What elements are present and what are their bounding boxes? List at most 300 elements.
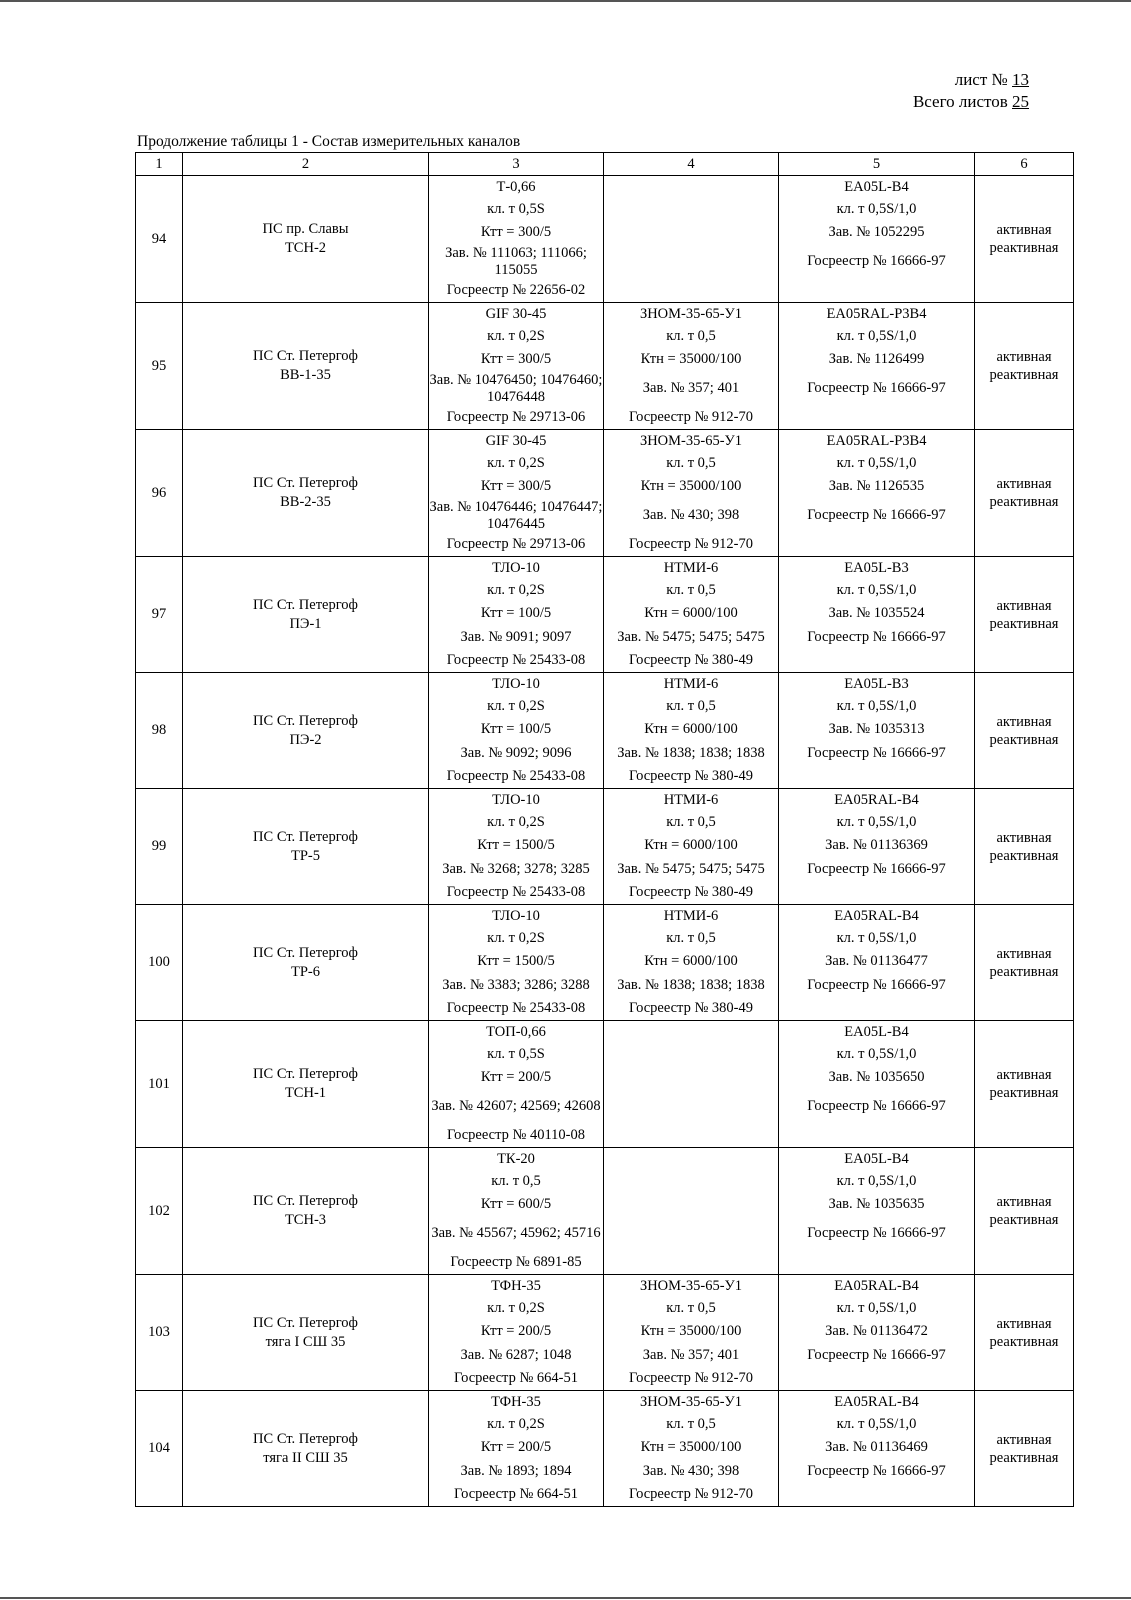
energy-type-cell [975, 1275, 1074, 1391]
vt-line: Ктн = 35000/100 [640, 1322, 742, 1339]
meter-cell [779, 557, 975, 673]
vt-line: НТМИ-6 [663, 675, 719, 692]
meter-line: EA05RAL-P3B4 [826, 432, 927, 449]
object-name-line: ТР-5 [291, 847, 320, 864]
vt-line: кл. т 0,5 [666, 1416, 716, 1433]
ct-line: Ктт = 300/5 [480, 477, 552, 494]
energy-type-line: активная [996, 829, 1052, 846]
meter-cell [779, 905, 975, 1021]
ct-line: Зав. № 1893; 1894 [460, 1462, 572, 1479]
object-name-line: ВВ-1-35 [280, 367, 331, 383]
meter-line: Зав. № 1035650 [828, 1068, 925, 1085]
meter-line: EA05RAL-B4 [834, 1393, 919, 1410]
meter-line: кл. т 0,5S/1,0 [836, 1173, 917, 1190]
ct-line: Ктт = 300/5 [480, 223, 552, 240]
energy-type-line: реактивная [989, 1333, 1059, 1350]
channel-number: 95 [136, 303, 183, 430]
voltage-transformer-cell [604, 1021, 779, 1148]
energy-type-line: активная [996, 597, 1052, 614]
energy-type-line: реактивная [989, 847, 1059, 864]
energy-type-line: реактивная [989, 1085, 1059, 1101]
object-name-line: ПС Ст. Петергоф [253, 1066, 358, 1082]
channel-number: 102 [136, 1148, 183, 1275]
ct-line: Ктт = 600/5 [480, 1195, 552, 1212]
vt-line: кл. т 0,5 [666, 455, 716, 472]
total-sheets-label: Всего листов [912, 92, 1008, 111]
object-name-cell [183, 176, 429, 303]
meter-line: Зав. № 01136472 [825, 1322, 928, 1339]
object-name-cell [183, 557, 429, 673]
vt-line [604, 1193, 778, 1216]
vt-line: кл. т 0,5 [666, 1300, 716, 1317]
vt-line: кл. т 0,5 [666, 582, 716, 599]
meter-line: Зав. № 1126499 [828, 350, 925, 367]
column-header: 2 [183, 153, 429, 176]
sheet-info [913, 69, 1029, 113]
vt-line: Зав. № 357; 401 [642, 380, 740, 396]
object-name-cell [183, 430, 429, 557]
meter-line: EA05RAL-B4 [834, 791, 919, 808]
ct-line: ТК-20 [497, 1150, 535, 1167]
ct-line: Ктт = 200/5 [480, 1322, 552, 1339]
meter-line: кл. т 0,5S/1,0 [836, 1416, 917, 1433]
ct-line: Госреестр № 25433-08 [446, 652, 586, 669]
ct-line: кл. т 0,2S [487, 455, 545, 472]
measurement-channels-table [135, 152, 1074, 1507]
ct-line: Т-0,66 [496, 178, 536, 195]
object-name-line: ПЭ-2 [289, 731, 322, 748]
current-transformer-cell [429, 557, 604, 673]
vt-line: Госреестр № 912-70 [628, 536, 753, 553]
object-name-line: ВВ-2-35 [280, 494, 331, 510]
meter-line: Зав. № 01136469 [825, 1438, 928, 1455]
vt-line: Зав. № 430; 398 [642, 507, 740, 523]
meter-line: Госреестр № 16666-97 [807, 1462, 946, 1479]
energy-type-cell [975, 430, 1074, 557]
meter-line: EA05L-B3 [844, 675, 909, 692]
meter-cell [779, 1391, 975, 1507]
energy-type-line: реактивная [989, 963, 1059, 980]
vt-line: Зав. № 5475; 5475; 5475 [617, 628, 765, 645]
meter-line: Зав. № 1035313 [828, 720, 925, 737]
meter-line: Госреестр № 16666-97 [807, 1346, 946, 1363]
vt-line: ЗНОМ-35-65-У1 [639, 1277, 743, 1294]
table-row [136, 789, 1074, 905]
vt-line: Ктн = 6000/100 [644, 952, 738, 969]
current-transformer-cell [429, 430, 604, 557]
energy-type-line: реактивная [989, 1449, 1059, 1466]
vt-line: кл. т 0,5 [666, 930, 716, 947]
table-row [136, 303, 1074, 430]
meter-line: EA05L-B4 [844, 1023, 909, 1040]
vt-line [604, 280, 778, 303]
object-name-line: тяга II СШ 35 [263, 1449, 348, 1466]
voltage-transformer-cell [604, 557, 779, 673]
ct-line: кл. т 0,2S [487, 328, 545, 345]
vt-line: Госреестр № 380-49 [628, 884, 753, 901]
ct-line: ТФН-35 [491, 1277, 541, 1294]
column-header: 1 [136, 153, 183, 176]
object-name-cell [183, 905, 429, 1021]
object-name-cell [183, 1391, 429, 1507]
meter-line [779, 1368, 974, 1391]
channel-number: 97 [136, 557, 183, 673]
table-row [136, 1021, 1074, 1148]
ct-line: Зав. № 45567; 45962; 45716 [431, 1225, 601, 1241]
vt-line [604, 221, 778, 244]
object-name-cell [183, 1148, 429, 1275]
ct-line: Госреестр № 664-51 [453, 1370, 578, 1387]
meter-line: EA05L-B3 [844, 559, 909, 576]
vt-line: Ктн = 35000/100 [640, 1438, 742, 1455]
meter-line [779, 1252, 974, 1275]
meter-cell [779, 1275, 975, 1391]
object-name-line: ПС Ст. Петергоф [253, 475, 358, 491]
meter-line [779, 882, 974, 905]
object-name-line: ПС пр. Славы [262, 221, 349, 237]
column-header: 5 [779, 153, 975, 176]
ct-line: Зав. № 3268; 3278; 3285 [442, 860, 590, 877]
energy-type-line: реактивная [989, 367, 1059, 383]
vt-line: Госреестр № 380-49 [628, 1000, 753, 1017]
current-transformer-cell [429, 1391, 604, 1507]
table-row [136, 673, 1074, 789]
ct-line: Зав. № 6287; 1048 [460, 1346, 572, 1363]
energy-type-line: активная [996, 222, 1052, 238]
ct-line: Зав. № 42607; 42569; 42608 [431, 1098, 601, 1114]
ct-line: кл. т 0,2S [487, 1416, 545, 1433]
total-sheets-number: 25 [1012, 92, 1029, 111]
vt-line [604, 1171, 778, 1194]
current-transformer-cell [429, 303, 604, 430]
energy-type-cell [975, 789, 1074, 905]
vt-line: Ктн = 6000/100 [644, 604, 738, 621]
object-name-line: ПС Ст. Петергоф [253, 1193, 358, 1209]
object-name-line: ПС Ст. Петергоф [253, 1314, 358, 1331]
energy-type-cell [975, 303, 1074, 430]
column-header: 4 [604, 153, 779, 176]
ct-line: кл. т 0,2S [487, 582, 545, 599]
vt-line: Ктн = 35000/100 [640, 350, 742, 367]
ct-line: Ктт = 200/5 [480, 1068, 552, 1085]
meter-cell [779, 430, 975, 557]
vt-line: кл. т 0,5 [666, 814, 716, 831]
current-transformer-cell [429, 789, 604, 905]
channel-number: 101 [136, 1021, 183, 1148]
meter-line [779, 280, 974, 303]
energy-type-cell [975, 176, 1074, 303]
meter-line: Госреестр № 16666-97 [807, 976, 946, 993]
vt-line: Госреестр № 912-70 [628, 409, 753, 426]
object-name-line: ПС Ст. Петергоф [253, 712, 358, 729]
table-row [136, 430, 1074, 557]
voltage-transformer-cell [604, 1391, 779, 1507]
ct-line: Зав. № 9092; 9096 [460, 744, 572, 761]
scan-border-bottom [0, 1597, 1131, 1599]
meter-line: кл. т 0,5S/1,0 [836, 328, 917, 345]
current-transformer-cell [429, 176, 604, 303]
vt-line [604, 1252, 778, 1275]
ct-line: ТЛО-10 [492, 559, 540, 576]
meter-line [779, 766, 974, 789]
object-name-line: ПЭ-1 [289, 615, 322, 632]
ct-line: Ктт = 100/5 [480, 604, 552, 621]
vt-line [604, 176, 778, 199]
current-transformer-cell [429, 905, 604, 1021]
meter-line: Госреестр № 16666-97 [807, 628, 946, 645]
sheet-label: лист № [954, 70, 1008, 89]
vt-line: кл. т 0,5 [666, 698, 716, 715]
ct-line: Ктт = 1500/5 [477, 836, 555, 853]
vt-line [604, 1021, 778, 1044]
energy-type-line: активная [996, 1194, 1052, 1210]
table-caption: Продолжение таблицы 1 - Состав измерительных каналов [137, 133, 521, 150]
voltage-transformer-cell [604, 673, 779, 789]
energy-type-cell [975, 557, 1074, 673]
vt-line: Зав. № 1838; 1838; 1838 [617, 744, 765, 761]
meter-line: EA05RAL-B4 [834, 1277, 919, 1294]
current-transformer-cell [429, 1275, 604, 1391]
column-header: 3 [429, 153, 604, 176]
object-name-cell [183, 789, 429, 905]
ct-line: Ктт = 100/5 [480, 720, 552, 737]
ct-line: кл. т 0,2S [487, 1300, 545, 1317]
scan-border-top [0, 0, 1131, 2]
vt-line: НТМИ-6 [663, 907, 719, 924]
ct-line: Госреестр № 6891-85 [450, 1254, 582, 1271]
meter-cell [779, 673, 975, 789]
energy-type-line: активная [996, 945, 1052, 962]
sheet-number: 13 [1012, 70, 1029, 89]
ct-line: GIF 30-45 [485, 305, 547, 322]
vt-line [604, 1148, 778, 1171]
object-name-cell [183, 1275, 429, 1391]
meter-line [779, 1125, 974, 1148]
energy-type-cell [975, 905, 1074, 1021]
meter-line [779, 998, 974, 1021]
channel-number: 94 [136, 176, 183, 303]
meter-line: Госреестр № 16666-97 [807, 744, 946, 761]
vt-line: Ктн = 6000/100 [644, 720, 738, 737]
ct-line: Госреестр № 664-51 [453, 1486, 578, 1503]
object-name-line: ПС Ст. Петергоф [253, 1430, 358, 1447]
meter-line: кл. т 0,5S/1,0 [836, 201, 917, 218]
ct-line: ТОП-0,66 [486, 1023, 546, 1040]
vt-line: Госреестр № 380-49 [628, 768, 753, 785]
ct-line: Госреестр № 25433-08 [446, 1000, 586, 1017]
table-row [136, 1275, 1074, 1391]
vt-line: кл. т 0,5 [666, 328, 716, 345]
meter-line [779, 1484, 974, 1507]
meter-line: кл. т 0,5S/1,0 [836, 930, 917, 947]
meter-line: Госреестр № 16666-97 [807, 253, 946, 269]
energy-type-cell [975, 1148, 1074, 1275]
energy-type-line: активная [996, 476, 1052, 492]
vt-line: Зав. № 1838; 1838; 1838 [617, 976, 765, 993]
current-transformer-cell [429, 1148, 604, 1275]
meter-line: EA05RAL-P3B4 [826, 305, 927, 322]
energy-type-cell [975, 1391, 1074, 1507]
meter-line: Госреестр № 16666-97 [807, 1098, 946, 1114]
ct-line: кл. т 0,5S [487, 201, 545, 218]
ct-line: Госреестр № 25433-08 [446, 884, 586, 901]
vt-line [604, 1216, 778, 1252]
table-row [136, 176, 1074, 303]
object-name-line: ПС Ст. Петергоф [253, 944, 358, 961]
table-row [136, 1148, 1074, 1275]
ct-line: Зав. № 9091; 9097 [460, 628, 572, 645]
ct-line: Госреестр № 29713-06 [446, 536, 586, 553]
meter-line [779, 407, 974, 430]
meter-line: Зав. № 01136369 [825, 836, 928, 853]
voltage-transformer-cell [604, 789, 779, 905]
vt-line: Госреестр № 912-70 [628, 1370, 753, 1387]
column-header: 6 [975, 153, 1074, 176]
voltage-transformer-cell [604, 430, 779, 557]
table-row [136, 557, 1074, 673]
ct-line: ТЛО-10 [492, 675, 540, 692]
ct-line: Ктт = 1500/5 [477, 952, 555, 969]
energy-type-line: активная [996, 1067, 1052, 1083]
energy-type-line: активная [996, 1431, 1052, 1448]
energy-type-line: реактивная [989, 494, 1059, 510]
ct-line: ТФН-35 [491, 1393, 541, 1410]
channel-number: 98 [136, 673, 183, 789]
energy-type-line: активная [996, 713, 1052, 730]
voltage-transformer-cell [604, 1148, 779, 1275]
object-name-cell [183, 303, 429, 430]
object-name-line: тяга I СШ 35 [265, 1333, 346, 1350]
meter-cell [779, 789, 975, 905]
meter-line: EA05RAL-B4 [834, 907, 919, 924]
meter-line: Зав. № 1126535 [828, 477, 925, 494]
energy-type-line: реактивная [989, 615, 1059, 632]
meter-cell [779, 1148, 975, 1275]
ct-line: Госреестр № 22656-02 [446, 282, 586, 299]
ct-line: кл. т 0,2S [487, 698, 545, 715]
meter-line: кл. т 0,5S/1,0 [836, 455, 917, 472]
vt-line: Ктн = 6000/100 [644, 836, 738, 853]
header-row [136, 153, 1074, 176]
object-name-line: ТР-6 [291, 963, 320, 980]
meter-line: Госреестр № 16666-97 [807, 860, 946, 877]
current-transformer-cell [429, 1021, 604, 1148]
channel-number: 99 [136, 789, 183, 905]
ct-line: Ктт = 300/5 [480, 350, 552, 367]
voltage-transformer-cell [604, 176, 779, 303]
vt-line: ЗНОМ-35-65-У1 [639, 1393, 743, 1410]
energy-type-line: реактивная [989, 731, 1059, 748]
object-name-cell [183, 673, 429, 789]
meter-line: Зав. № 01136477 [825, 952, 928, 969]
vt-line [604, 1125, 778, 1148]
vt-line [604, 1066, 778, 1089]
ct-line: ТЛО-10 [492, 791, 540, 808]
total-sheets-line [913, 91, 1029, 113]
channel-number: 96 [136, 430, 183, 557]
object-name-line: ПС Ст. Петергоф [253, 596, 358, 613]
ct-line: GIF 30-45 [485, 432, 547, 449]
channel-number: 104 [136, 1391, 183, 1507]
vt-line: НТМИ-6 [663, 791, 719, 808]
vt-line: НТМИ-6 [663, 559, 719, 576]
meter-line: EA05L-B4 [844, 178, 909, 195]
voltage-transformer-cell [604, 1275, 779, 1391]
vt-line: ЗНОМ-35-65-У1 [639, 305, 743, 322]
meter-cell [779, 1021, 975, 1148]
vt-line [604, 244, 778, 280]
meter-cell [779, 303, 975, 430]
energy-type-line: активная [996, 1315, 1052, 1332]
current-transformer-cell [429, 673, 604, 789]
channel-number: 103 [136, 1275, 183, 1391]
vt-line: Госреестр № 380-49 [628, 652, 753, 669]
vt-line [604, 1089, 778, 1125]
ct-line: Зав. № 10476450; 10476460; 10476448 [429, 371, 603, 405]
vt-line: ЗНОМ-35-65-У1 [639, 432, 743, 449]
energy-type-line: активная [996, 349, 1052, 365]
ct-line: Зав. № 3383; 3286; 3288 [442, 976, 590, 993]
meter-line: кл. т 0,5S/1,0 [836, 814, 917, 831]
object-name-line: ПС Ст. Петергоф [253, 348, 358, 364]
meter-line: кл. т 0,5S/1,0 [836, 1046, 917, 1063]
meter-line [779, 534, 974, 557]
sheet-number-line [913, 69, 1029, 91]
ct-line: кл. т 0,5 [491, 1173, 541, 1190]
vt-line: Зав. № 430; 398 [642, 1462, 740, 1479]
object-name-line: ТСН-3 [284, 1212, 327, 1228]
table-row [136, 1391, 1074, 1507]
meter-line: кл. т 0,5S/1,0 [836, 582, 917, 599]
meter-line: кл. т 0,5S/1,0 [836, 698, 917, 715]
meter-cell [779, 176, 975, 303]
meter-line: Зав. № 1035524 [828, 604, 925, 621]
vt-line: Госреестр № 912-70 [628, 1486, 753, 1503]
energy-type-cell [975, 673, 1074, 789]
meter-line: Госреестр № 16666-97 [807, 507, 946, 523]
ct-line: Госреестр № 25433-08 [446, 768, 586, 785]
meter-line: Госреестр № 16666-97 [807, 1225, 946, 1241]
meter-line: Зав. № 1052295 [828, 223, 925, 240]
meter-line: кл. т 0,5S/1,0 [836, 1300, 917, 1317]
vt-line [604, 199, 778, 222]
object-name-line: ТСН-2 [284, 240, 327, 256]
vt-line: Зав. № 5475; 5475; 5475 [617, 860, 765, 877]
vt-line [604, 1044, 778, 1067]
table-row [136, 905, 1074, 1021]
ct-line: Госреестр № 40110-08 [447, 1127, 585, 1144]
vt-line: Зав. № 357; 401 [642, 1346, 740, 1363]
voltage-transformer-cell [604, 905, 779, 1021]
ct-line: Зав. № 111063; 111066; 115055 [445, 244, 587, 278]
vt-line: Ктн = 35000/100 [640, 477, 742, 494]
meter-line: Госреестр № 16666-97 [807, 380, 946, 396]
meter-line [779, 650, 974, 673]
ct-line: Зав. № 10476446; 10476447; 10476445 [429, 498, 603, 532]
ct-line: кл. т 0,2S [487, 930, 545, 947]
ct-line: Ктт = 200/5 [480, 1438, 552, 1455]
object-name-cell [183, 1021, 429, 1148]
object-name-line: ТСН-1 [284, 1085, 327, 1101]
energy-type-line: реактивная [989, 240, 1059, 256]
ct-line: кл. т 0,2S [487, 814, 545, 831]
ct-line: кл. т 0,5S [487, 1046, 545, 1063]
energy-type-line: реактивная [989, 1212, 1059, 1228]
object-name-line: ПС Ст. Петергоф [253, 828, 358, 845]
meter-line: Зав. № 1035635 [828, 1195, 925, 1212]
channel-number: 100 [136, 905, 183, 1021]
meter-line: EA05L-B4 [844, 1150, 909, 1167]
